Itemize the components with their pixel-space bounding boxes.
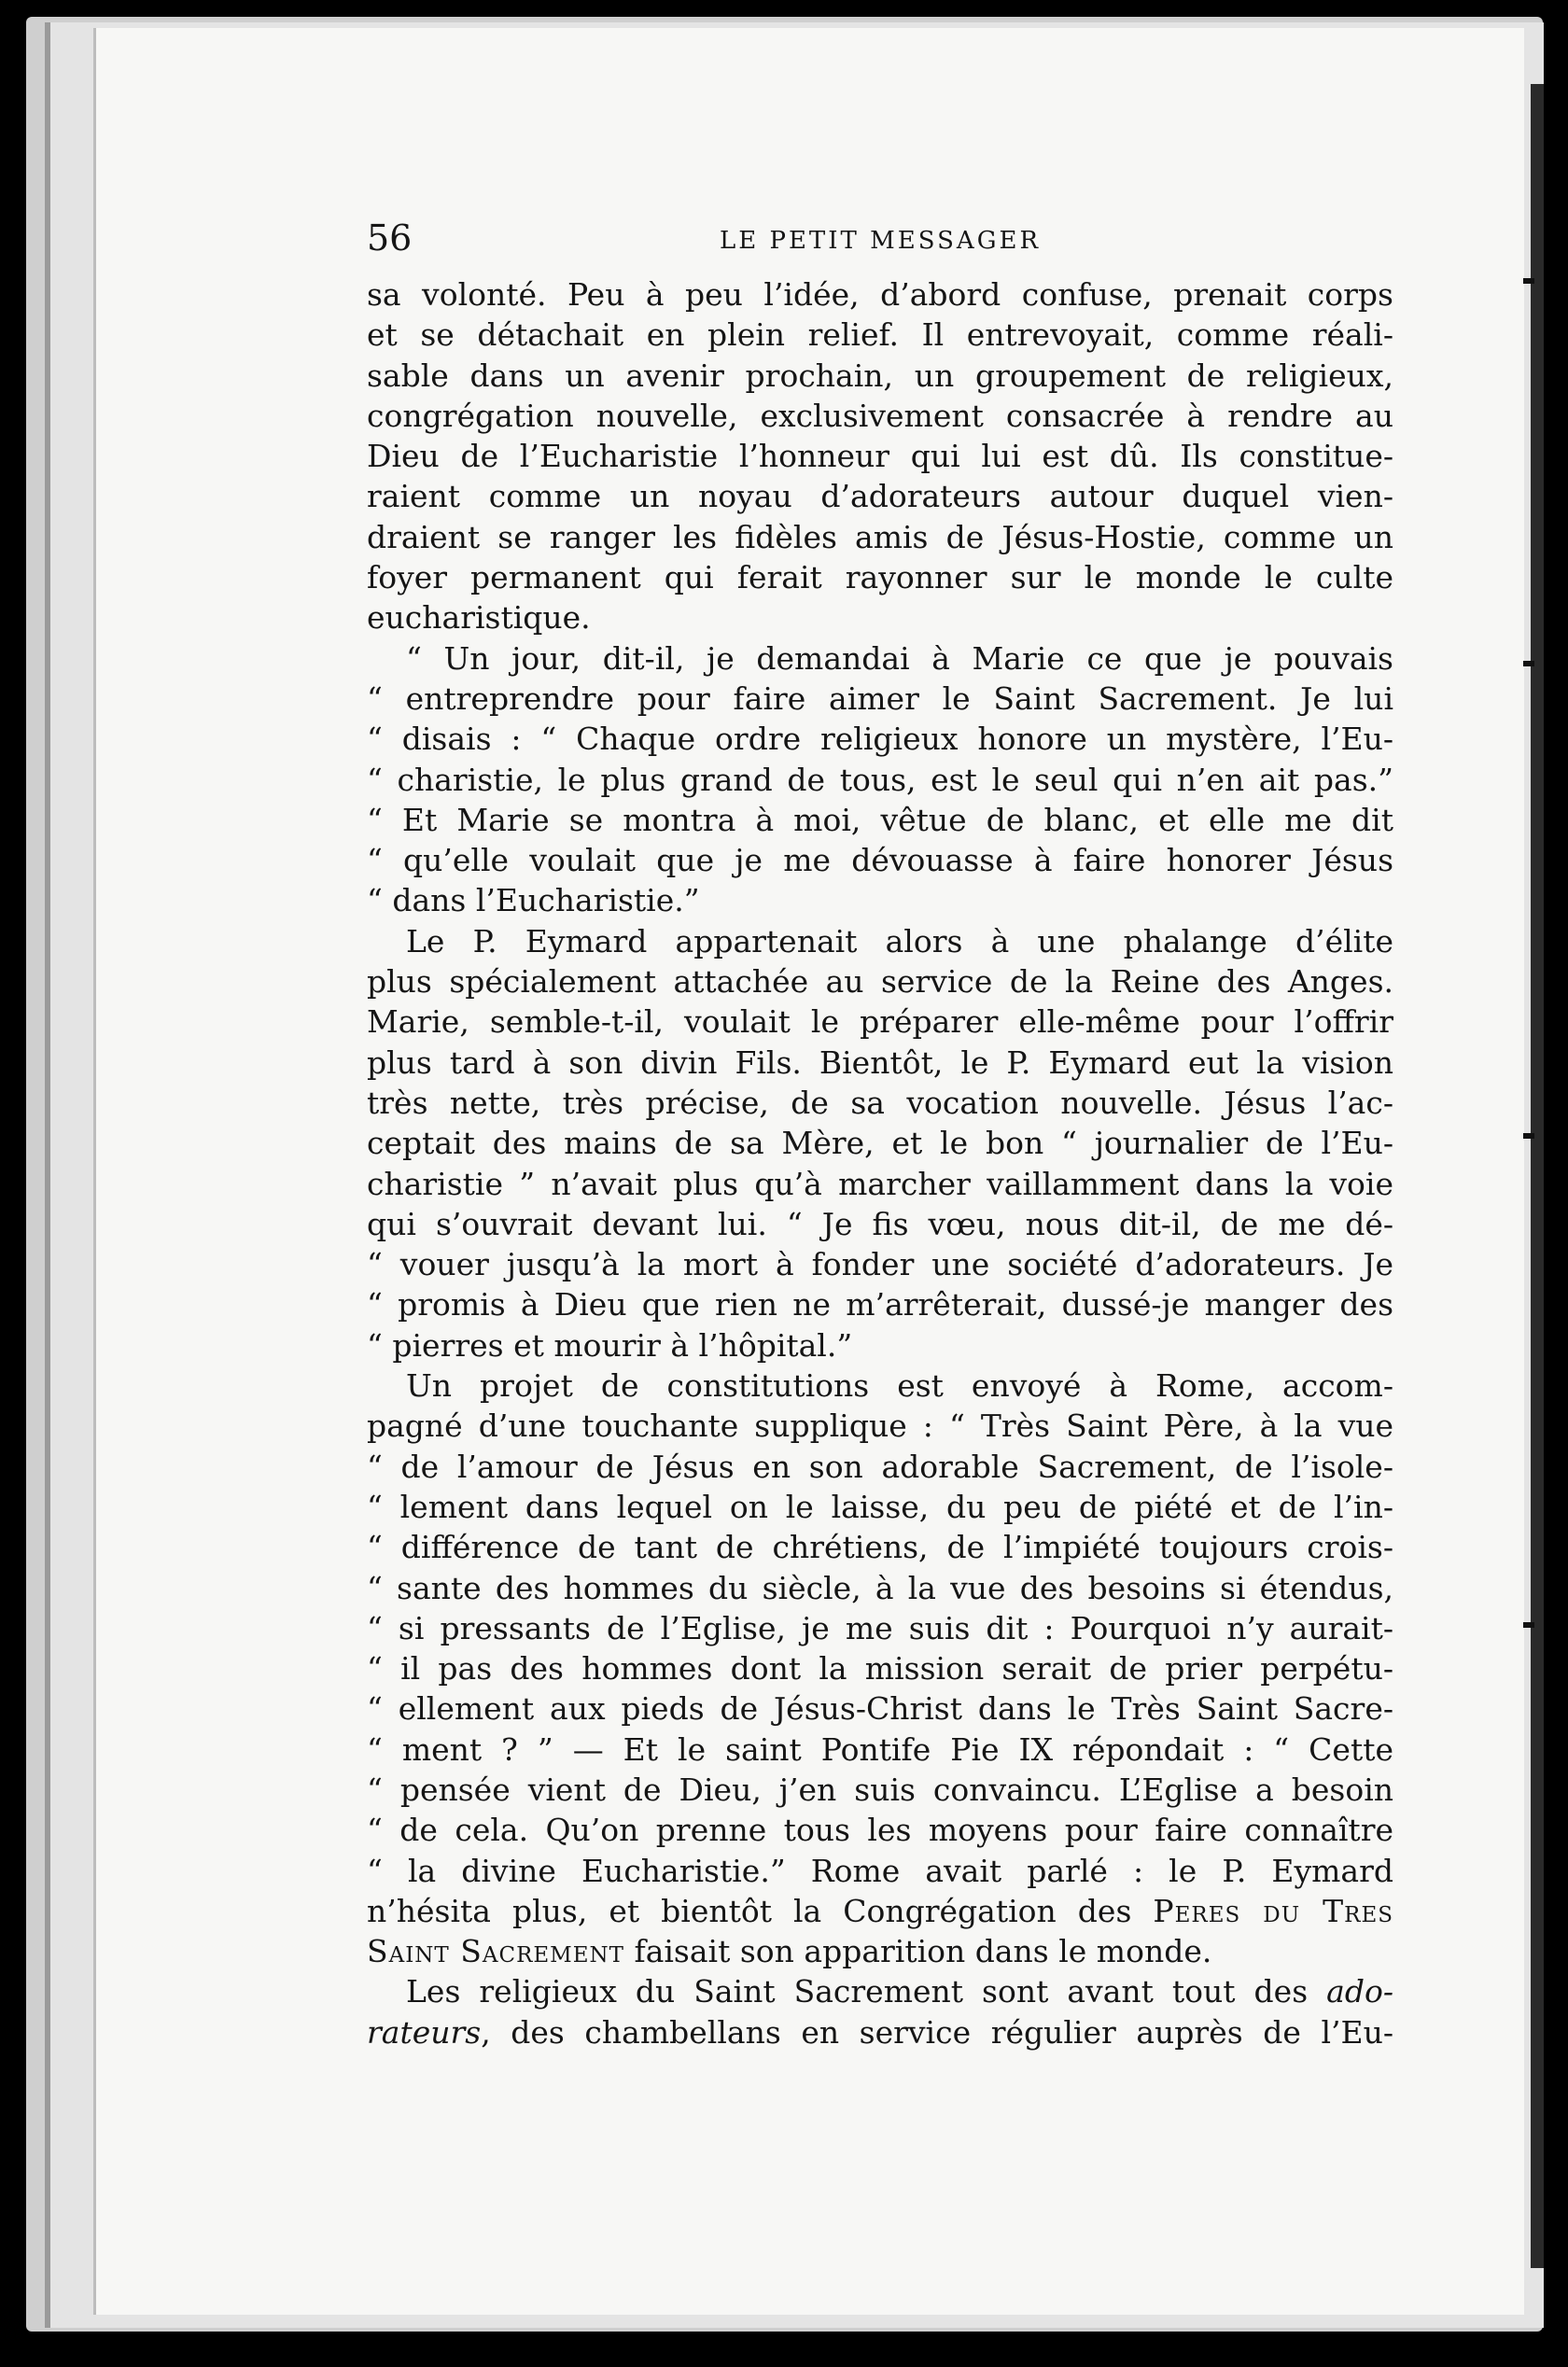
text-line: “ Et Marie se montra à moi, vêtue de blanc, et elle me dit <box>367 801 1393 838</box>
text-line: “ de cela. Qu’on prenne tous les moyens pour faire connaître <box>367 1812 1393 1849</box>
scan-mark <box>1523 661 1534 666</box>
text-line: plus tard à son divin Fils. Bientôt, le P. Eymard eut la vision <box>367 1043 1393 1081</box>
text-line: “ qu’elle voulait que je me dévouasse à faire honorer Jésus <box>367 842 1393 879</box>
italic-text: ado- <box>1326 1973 1393 2010</box>
text-line: qui s’ouvrait devant lui. “ Je fis vœu, nous dit-il, de me dé- <box>367 1205 1393 1242</box>
text-line: “ sante des hommes du siècle, à la vue des besoins si étendus, <box>367 1569 1393 1606</box>
text-line: “ de l’amour de Jésus en son adorable Sacrement, de l’isole- <box>367 1448 1393 1485</box>
text-line: “ dans l’Eucharistie.” <box>367 882 700 919</box>
text-line: n’hésita plus, et bientôt la Congrégation des Peres du Tres <box>367 1892 1393 1929</box>
text-line: foyer permanent qui ferait rayonner sur le monde le culte <box>367 559 1393 596</box>
text-line: “ Un jour, dit-il, je demandai à Marie ce que je pouvais <box>406 639 1393 677</box>
paragraph <box>367 274 1393 638</box>
small-caps-text: Peres du Tres <box>1153 1892 1393 1929</box>
text-line: “ vouer jusqu’à la mort à fonder une société d’adorateurs. Je <box>367 1246 1393 1283</box>
text-line: “ la divine Eucharistie.” Rome avait parlé : le P. Eymard <box>367 1852 1393 1889</box>
scan-mark <box>1523 1133 1534 1139</box>
text-line: Marie, semble-t-il, voulait le préparer elle-même pour l’offrir <box>367 1003 1393 1041</box>
text-line: “ charistie, le plus grand de tous, est le seul qui n’en ait pas.” <box>367 761 1393 798</box>
text-line: “ si pressants de l’Eglise, je me suis dit : Pourquoi n’y aurait- <box>367 1609 1393 1646</box>
text-line: “ pierres et mourir à l’hôpital.” <box>367 1326 853 1364</box>
paragraph <box>367 1971 1393 2052</box>
text-line: “ il pas des hommes dont la mission serait de prier perpétu- <box>367 1650 1393 1688</box>
text-line: plus spécialement attachée au service de la Reine des Anges. <box>367 963 1393 1001</box>
text-line: “ lement dans lequel on le laisse, du peu de piété et de l’in- <box>367 1488 1393 1525</box>
page-right-edge <box>1531 84 1544 2268</box>
text-line: charistie ” n’avait plus qu’à marcher vaillamment dans la voie <box>367 1165 1393 1202</box>
text-line: ceptait des mains de sa Mère, et le bon “ journalier de l’Eu- <box>367 1125 1393 1162</box>
text-line: raient comme un noyau d’adorateurs autour duquel vien- <box>367 478 1393 515</box>
text-line: Un projet de constitutions est envoyé à Rome, accom- <box>406 1367 1393 1405</box>
small-caps-text: Saint Sacrement <box>367 1933 624 1970</box>
text-line: rateurs, des chambellans en service régulier auprès de l’Eu- <box>367 2013 1393 2051</box>
scan-mark <box>1523 1622 1534 1628</box>
text-line: sable dans un avenir prochain, un groupement de religieux, <box>367 357 1393 394</box>
page-content <box>367 213 1393 2052</box>
text-line: “ ment ? ” — Et le saint Pontife Pie IX répondait : “ Cette <box>367 1730 1393 1768</box>
text-line: eucharistique. <box>367 599 591 637</box>
text-line: “ promis à Dieu que rien ne m’arrêterait, dussé-je manger des <box>367 1286 1393 1324</box>
text-line: “ entreprendre pour faire aimer le Saint Sacrement. Je lui <box>367 679 1393 717</box>
page-number: 56 <box>367 217 413 259</box>
italic-text: rateurs <box>367 2013 482 2051</box>
paragraph <box>367 921 1393 1366</box>
text-line: Saint Sacrement faisait son apparition dans le monde. <box>367 1933 1212 1970</box>
scan-mark <box>1523 278 1534 284</box>
text-line: pagné d’une touchante supplique : “ Très Saint Père, à la vue <box>367 1408 1393 1445</box>
text-line: congrégation nouvelle, exclusivement consacrée à rendre au <box>367 397 1393 434</box>
paragraph <box>367 1366 1393 1971</box>
paragraph <box>367 638 1393 921</box>
text-line: Le P. Eymard appartenait alors à une phalange d’élite <box>406 922 1393 959</box>
body-text <box>367 274 1393 2052</box>
text-line: “ pensée vient de Dieu, j’en suis convaincu. L’Eglise a besoin <box>367 1771 1393 1808</box>
text-line: Les religieux du Saint Sacrement sont avant tout des ado- <box>406 1973 1393 2010</box>
text-line: “ ellement aux pieds de Jésus-Christ dans le Très Saint Sacre- <box>367 1690 1393 1728</box>
text-line: et se détachait en plein relief. Il entrevoyait, comme réali- <box>367 316 1393 354</box>
text-line: “ différence de tant de chrétiens, de l’impiété toujours crois- <box>367 1529 1393 1566</box>
text-line: très nette, très précise, de sa vocation nouvelle. Jésus l’ac- <box>367 1084 1393 1121</box>
text-line: Dieu de l’Eucharistie l’honneur qui lui est dû. Ils constitue- <box>367 438 1393 475</box>
running-head <box>367 213 1393 263</box>
text-line: “ disais : “ Chaque ordre religieux honore un mystère, l’Eu- <box>367 721 1393 758</box>
running-title: LE PETIT MESSAGER <box>719 227 1042 255</box>
text-line: sa volonté. Peu à peu l’idée, d’abord confuse, prenait corps <box>367 276 1393 313</box>
text-line: draient se ranger les fidèles amis de Jésus-Hostie, comme un <box>367 518 1393 555</box>
